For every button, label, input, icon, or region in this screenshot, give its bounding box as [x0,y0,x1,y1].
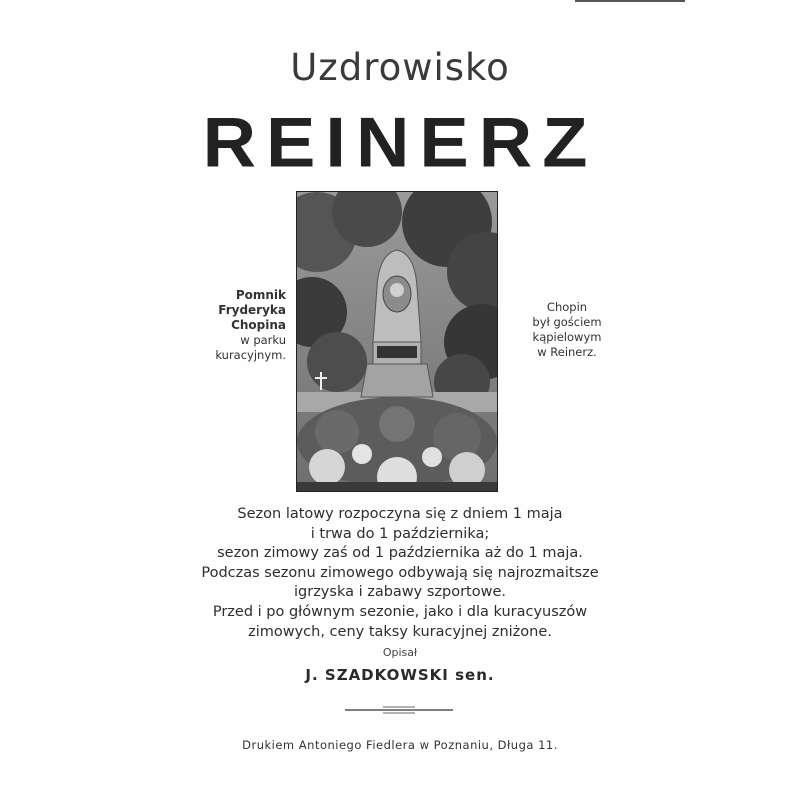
monument-illustration [297,192,497,491]
page-subtitle: Uzdrowisko [290,46,510,89]
caption-left-line: kuracyjnym. [215,348,286,362]
body-line: i trwa do 1 października; [310,525,490,542]
body-line: zimowych, ceny taksy kuracyjnej zniżone. [248,623,552,640]
body-line: Podczas sezonu zimowego odbywają się najrozmaitsze [201,564,599,581]
caption-right [512,300,622,360]
caption-left-line: Chopina [231,318,286,332]
top-edge-line [575,0,685,2]
caption-left-line: w parku [240,333,286,347]
page-title: REINERZ [202,103,598,182]
described-by-label: Opisał [382,646,418,659]
body-line: Przed i po głównym sezonie, jako i dla kuracyuszów [212,603,588,620]
printer-imprint: Drukiem Antoniego Fiedlera w Poznaniu, Długa 11. [242,738,558,752]
author-name: J. SZADKOWSKI sen. [305,666,495,684]
body-line: sezon zimowy zaś od 1 października aż do 1 maja. [217,545,583,562]
chopin-monument-photo [296,191,498,492]
ornamental-divider [345,705,453,715]
caption-right-line: w Reinerz. [537,345,597,359]
caption-right-line: Chopin [546,300,588,314]
caption-right-line: był gościem [532,315,602,329]
caption-left-line: Pomnik [235,288,286,302]
body-line: igrzyska i zabawy szportowe. [294,584,506,601]
caption-left [178,288,286,363]
caption-left-line: Fryderyka [218,303,286,317]
body-line: Sezon latowy rozpoczyna się z dniem 1 maja [237,506,563,522]
caption-right-line: kąpielowym [532,330,602,344]
season-info-text [150,505,650,642]
